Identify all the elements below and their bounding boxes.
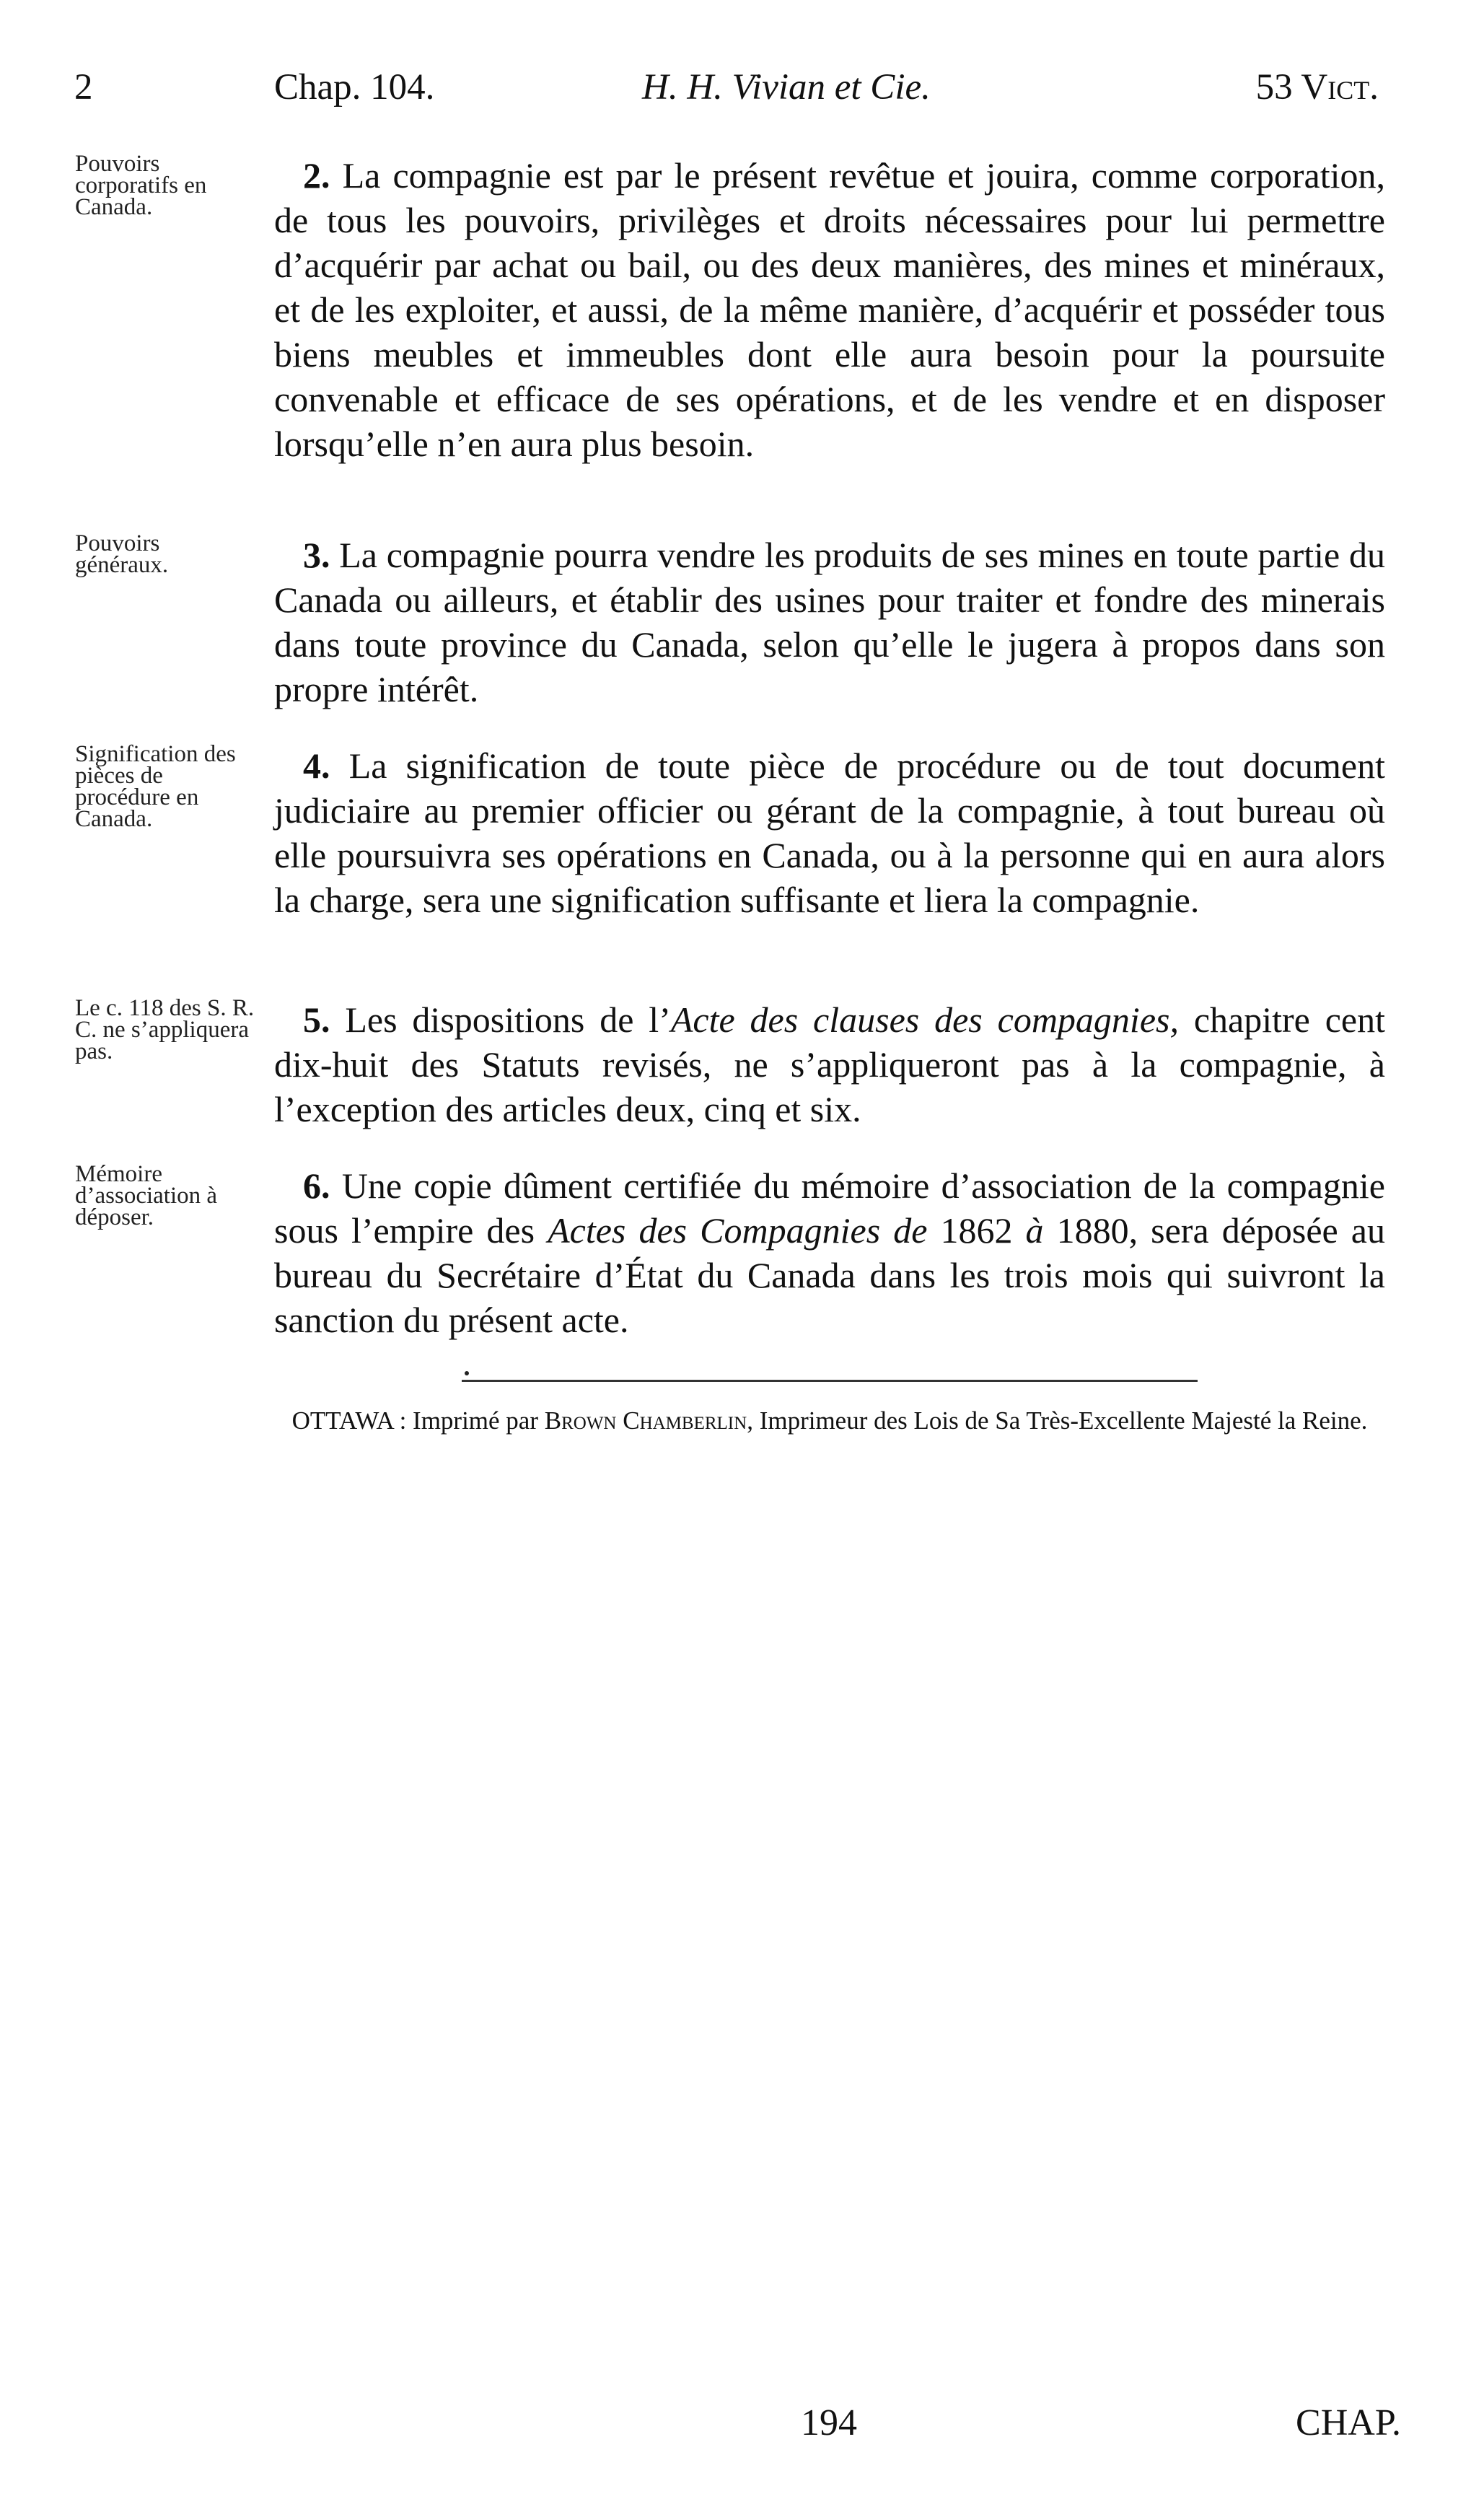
section-text (274, 153, 1385, 466)
section-body: La compagnie est par le présent revêtue et jouira, comme corporation, de tous les pouvoirs, privilèges et droits nécessaires pour lui permettre d’acquérir par achat ou bail, ou des deux manières, des mines et minéraux, et de les exploiter, et aussi, de la même manière, d’acquérir et posséder tous biens meubles et immeubles dont elle aura besoin pour la poursuite convenable et efficace de ses opérations, et de les vendre et en disposer lorsqu’elle n’en aura plus besoin. (274, 155, 1386, 464)
section-body-before: Les dispositions de l’ (345, 999, 671, 1040)
header-page-number: 2 (74, 67, 93, 108)
margin-note: Mémoire d’association à déposer. (75, 1161, 218, 1230)
footer-page-number: 194 (801, 2402, 857, 2443)
section-body-after: 1880, sera déposée au bureau du Secrétaire d’État du Canada dans les trois mois qui suivront la sanction du présent acte. (274, 1210, 1385, 1340)
imprint-prefix: OTTAWA : Imprimé par (291, 1406, 545, 1435)
act-title-connector: à (1025, 1210, 1044, 1251)
section-text (274, 533, 1385, 712)
printer-imprint (289, 1407, 1371, 1435)
section-body-after: chapitre cent dix-huit des Statuts revisés, ne s’appliqueront pas à la compagnie, à l’exception des articles deux, cinq et six. (274, 999, 1385, 1129)
header-year: 53 Vict. (1255, 67, 1379, 108)
divider-rule (462, 1380, 1198, 1382)
running-header (0, 66, 1484, 124)
section-number: 4. (303, 745, 330, 786)
section-text (274, 997, 1385, 1132)
section-body-before: Une copie dûment certifiée du mémoire d’association de la compagnie sous l’empire des (274, 1165, 1386, 1251)
section-number: 2. (303, 155, 330, 196)
section-number: 6. (303, 1165, 330, 1206)
section-body-mid: 1862 (927, 1210, 1026, 1251)
header-title: H. H. Vivian et Cie. (642, 67, 931, 108)
section-number: 5. (303, 999, 330, 1040)
act-title: Actes des Compagnies de (548, 1210, 928, 1251)
section-text (274, 743, 1385, 922)
margin-note: Pouvoirs corporatifs en Canada. (75, 151, 207, 220)
imprint-suffix: , Imprimeur des Lois de Sa Très-Excellente Majesté la Reine. (747, 1406, 1368, 1435)
section-body: La compagnie pourra vendre les produits de ses mines en toute partie du Canada ou ailleurs, et établir des usines pour traiter et fondre des minerais dans toute province du Canada, selon qu’elle le jugera à propos dans son propre intérêt. (274, 535, 1385, 709)
footer-catchword: CHAP. (1296, 2402, 1401, 2443)
section-number: 3. (303, 535, 330, 575)
margin-note: Le c. 118 des S. R. C. ne s’appliquera pas. (75, 995, 255, 1064)
section-body: La signification de toute pièce de procédure ou de tout document judiciaire au premier officier ou gérant de la compagnie, à tout bureau où elle poursuivra ses opérations en Canada, ou à la personne qui en aura alors la charge, sera une signification suffisante et liera la compagnie. (274, 745, 1385, 920)
margin-note: Pouvoirs généraux. (75, 530, 169, 578)
rule-dot (465, 1371, 469, 1375)
margin-note: Signification des pièces de procédure en Canada. (75, 741, 236, 832)
section-text (274, 1163, 1385, 1342)
imprint-printer: Brown Chamberlin (544, 1406, 747, 1435)
act-title: Acte des clauses des compagnies, (670, 999, 1179, 1040)
header-chapter: Chap. 104. (274, 67, 435, 108)
